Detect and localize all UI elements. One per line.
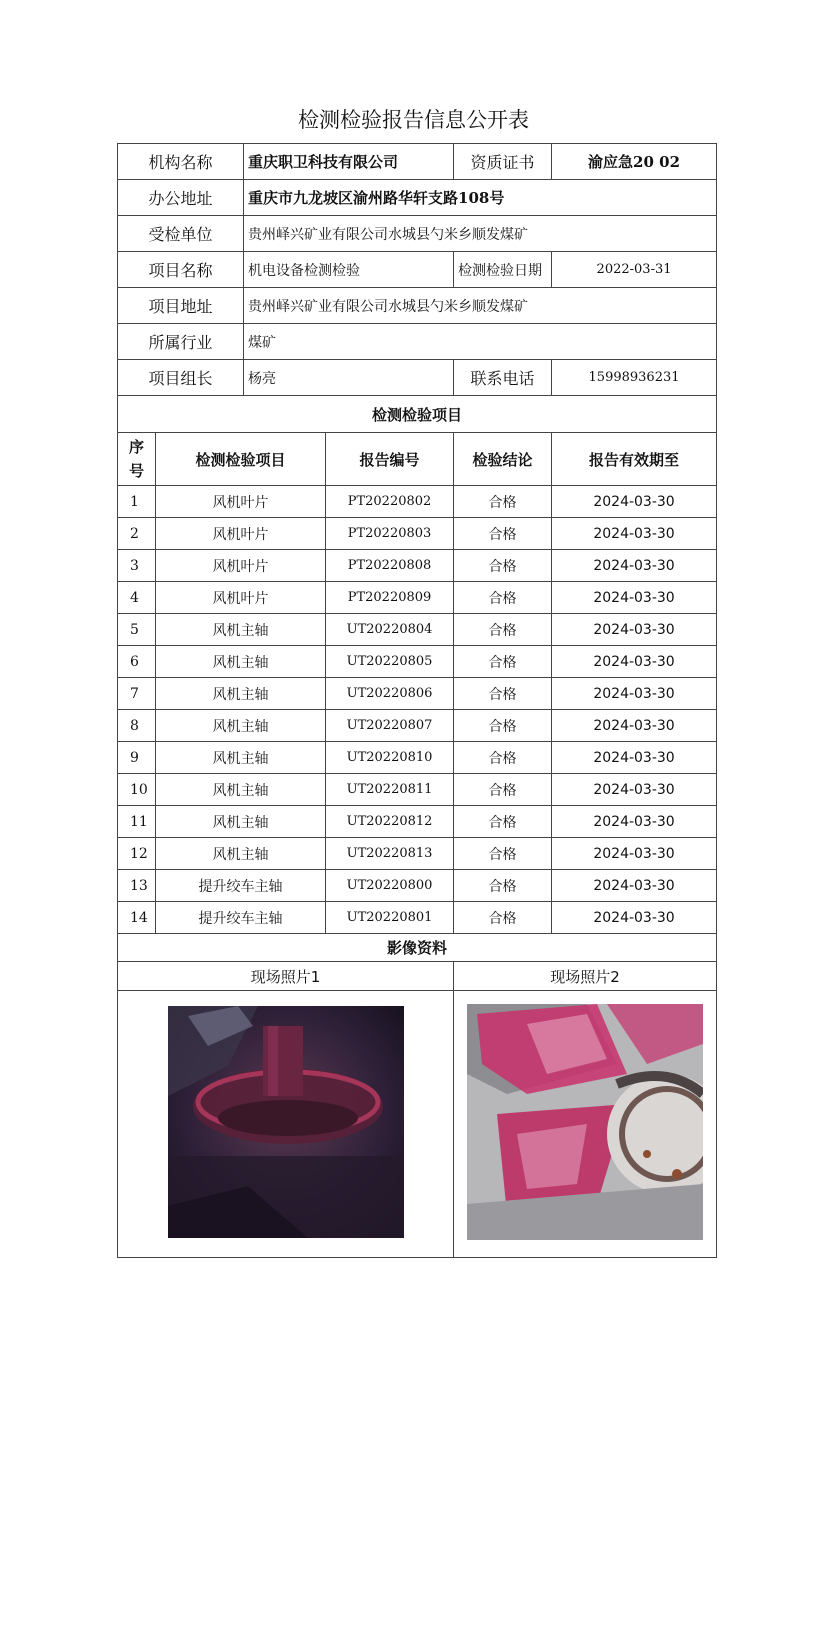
result-cell: 合格 bbox=[454, 870, 552, 902]
report-no-cell: UT20220813 bbox=[326, 838, 454, 870]
report-no-cell: PT20220803 bbox=[326, 518, 454, 550]
cert-label: 资质证书 bbox=[454, 144, 552, 180]
date-label: 检测检验日期 bbox=[454, 252, 552, 288]
result-cell: 合格 bbox=[454, 550, 552, 582]
report-no-cell: PT20220802 bbox=[326, 486, 454, 518]
org-label: 机构名称 bbox=[118, 144, 244, 180]
project-row bbox=[118, 252, 717, 288]
report-no-cell: PT20220808 bbox=[326, 550, 454, 582]
photo1-label: 现场照片1 bbox=[118, 962, 454, 991]
report-table bbox=[117, 143, 717, 1258]
result-cell: 合格 bbox=[454, 678, 552, 710]
site-photo-1 bbox=[168, 1006, 404, 1242]
valid-until-cell: 2024-03-30 bbox=[552, 902, 717, 934]
result-cell: 合格 bbox=[454, 614, 552, 646]
seq-cell: 1 bbox=[118, 486, 156, 518]
client-row bbox=[118, 216, 717, 252]
seq-cell: 3 bbox=[118, 550, 156, 582]
item-cell: 风机主轴 bbox=[156, 806, 326, 838]
table-row bbox=[118, 678, 717, 710]
leader-row bbox=[118, 360, 717, 396]
address-value: 重庆市九龙坡区渝州路华轩支路108号 bbox=[244, 180, 717, 216]
item-cell: 风机主轴 bbox=[156, 774, 326, 806]
report-no-cell: UT20220807 bbox=[326, 710, 454, 742]
result-cell: 合格 bbox=[454, 582, 552, 614]
table-row bbox=[118, 838, 717, 870]
report-no-cell: PT20220809 bbox=[326, 582, 454, 614]
table-row bbox=[118, 806, 717, 838]
valid-until-cell: 2024-03-30 bbox=[552, 582, 717, 614]
table-row bbox=[118, 614, 717, 646]
seq-cell: 6 bbox=[118, 646, 156, 678]
result-cell: 合格 bbox=[454, 710, 552, 742]
result-cell: 合格 bbox=[454, 806, 552, 838]
project-address-value: 贵州峄兴矿业有限公司水城县勺米乡顺发煤矿 bbox=[244, 288, 717, 324]
valid-until-cell: 2024-03-30 bbox=[552, 614, 717, 646]
report-no-cell: UT20220810 bbox=[326, 742, 454, 774]
table-row bbox=[118, 710, 717, 742]
result-cell: 合格 bbox=[454, 646, 552, 678]
valid-until-cell: 2024-03-30 bbox=[552, 742, 717, 774]
valid-until-cell: 2024-03-30 bbox=[552, 710, 717, 742]
valid-until-cell: 2024-03-30 bbox=[552, 870, 717, 902]
items-body bbox=[118, 486, 717, 934]
address-label: 办公地址 bbox=[118, 180, 244, 216]
report-no-cell: UT20220805 bbox=[326, 646, 454, 678]
item-cell: 风机主轴 bbox=[156, 646, 326, 678]
client-value: 贵州峄兴矿业有限公司水城县勺米乡顺发煤矿 bbox=[244, 216, 717, 252]
table-row bbox=[118, 646, 717, 678]
seq-cell: 14 bbox=[118, 902, 156, 934]
report-no-cell: UT20220801 bbox=[326, 902, 454, 934]
report-no-cell: UT20220800 bbox=[326, 870, 454, 902]
industry-row bbox=[118, 324, 717, 360]
item-cell: 风机叶片 bbox=[156, 582, 326, 614]
report-no-cell: UT20220806 bbox=[326, 678, 454, 710]
item-cell: 风机主轴 bbox=[156, 678, 326, 710]
result-cell: 合格 bbox=[454, 486, 552, 518]
table-row bbox=[118, 742, 717, 774]
valid-until-cell: 2024-03-30 bbox=[552, 646, 717, 678]
seq-cell: 10 bbox=[118, 774, 156, 806]
item-cell: 提升绞车主轴 bbox=[156, 902, 326, 934]
seq-cell: 4 bbox=[118, 582, 156, 614]
valid-until-cell: 2024-03-30 bbox=[552, 550, 717, 582]
item-cell: 风机叶片 bbox=[156, 486, 326, 518]
result-cell: 合格 bbox=[454, 518, 552, 550]
industry-label: 所属行业 bbox=[118, 324, 244, 360]
seq-cell: 8 bbox=[118, 710, 156, 742]
valid-until-cell: 2024-03-30 bbox=[552, 486, 717, 518]
table-row bbox=[118, 582, 717, 614]
table-row bbox=[118, 774, 717, 806]
report-no-cell: UT20220811 bbox=[326, 774, 454, 806]
items-section-title: 检测检验项目 bbox=[118, 396, 717, 433]
leader-label: 项目组长 bbox=[118, 360, 244, 396]
valid-until-cell: 2024-03-30 bbox=[552, 678, 717, 710]
leader-value: 杨亮 bbox=[244, 360, 454, 396]
seq-cell: 12 bbox=[118, 838, 156, 870]
site-photo-2 bbox=[467, 1004, 703, 1244]
photo2-cell bbox=[454, 991, 717, 1258]
table-row bbox=[118, 550, 717, 582]
result-header: 检验结论 bbox=[454, 433, 552, 486]
org-value: 重庆职卫科技有限公司 bbox=[244, 144, 454, 180]
project-label: 项目名称 bbox=[118, 252, 244, 288]
valid-until-header: 报告有效期至 bbox=[552, 433, 717, 486]
org-row bbox=[118, 144, 717, 180]
item-cell: 风机主轴 bbox=[156, 742, 326, 774]
report-no-header: 报告编号 bbox=[326, 433, 454, 486]
page-title: 检测检验报告信息公开表 bbox=[298, 108, 529, 132]
seq-cell: 13 bbox=[118, 870, 156, 902]
items-header-row bbox=[118, 433, 717, 486]
item-cell: 风机主轴 bbox=[156, 838, 326, 870]
seq-cell: 2 bbox=[118, 518, 156, 550]
cert-value: 渝应急20 02 bbox=[552, 144, 717, 180]
report-no-cell: UT20220804 bbox=[326, 614, 454, 646]
address-row bbox=[118, 180, 717, 216]
seq-cell: 11 bbox=[118, 806, 156, 838]
table-row bbox=[118, 486, 717, 518]
project-value: 机电设备检测检验 bbox=[244, 252, 454, 288]
item-cell: 风机叶片 bbox=[156, 550, 326, 582]
item-cell: 提升绞车主轴 bbox=[156, 870, 326, 902]
date-value: 2022-03-31 bbox=[552, 252, 717, 288]
images-section-title: 影像资料 bbox=[118, 934, 717, 962]
client-label: 受检单位 bbox=[118, 216, 244, 252]
photo2-label: 现场照片2 bbox=[454, 962, 717, 991]
item-cell: 风机主轴 bbox=[156, 710, 326, 742]
phone-value: 15998936231 bbox=[552, 360, 717, 396]
result-cell: 合格 bbox=[454, 774, 552, 806]
phone-label: 联系电话 bbox=[454, 360, 552, 396]
valid-until-cell: 2024-03-30 bbox=[552, 838, 717, 870]
industry-value: 煤矿 bbox=[244, 324, 717, 360]
result-cell: 合格 bbox=[454, 838, 552, 870]
item-cell: 风机主轴 bbox=[156, 614, 326, 646]
valid-until-cell: 2024-03-30 bbox=[552, 518, 717, 550]
valid-until-cell: 2024-03-30 bbox=[552, 806, 717, 838]
seq-cell: 5 bbox=[118, 614, 156, 646]
seq-header: 序号 bbox=[118, 433, 156, 486]
item-header: 检测检验项目 bbox=[156, 433, 326, 486]
table-row bbox=[118, 870, 717, 902]
item-cell: 风机叶片 bbox=[156, 518, 326, 550]
valid-until-cell: 2024-03-30 bbox=[552, 774, 717, 806]
result-cell: 合格 bbox=[454, 742, 552, 774]
project-address-row bbox=[118, 288, 717, 324]
table-row bbox=[118, 902, 717, 934]
table-row bbox=[118, 518, 717, 550]
photo1-cell bbox=[118, 991, 454, 1258]
seq-cell: 7 bbox=[118, 678, 156, 710]
result-cell: 合格 bbox=[454, 902, 552, 934]
project-address-label: 项目地址 bbox=[118, 288, 244, 324]
report-no-cell: UT20220812 bbox=[326, 806, 454, 838]
seq-cell: 9 bbox=[118, 742, 156, 774]
